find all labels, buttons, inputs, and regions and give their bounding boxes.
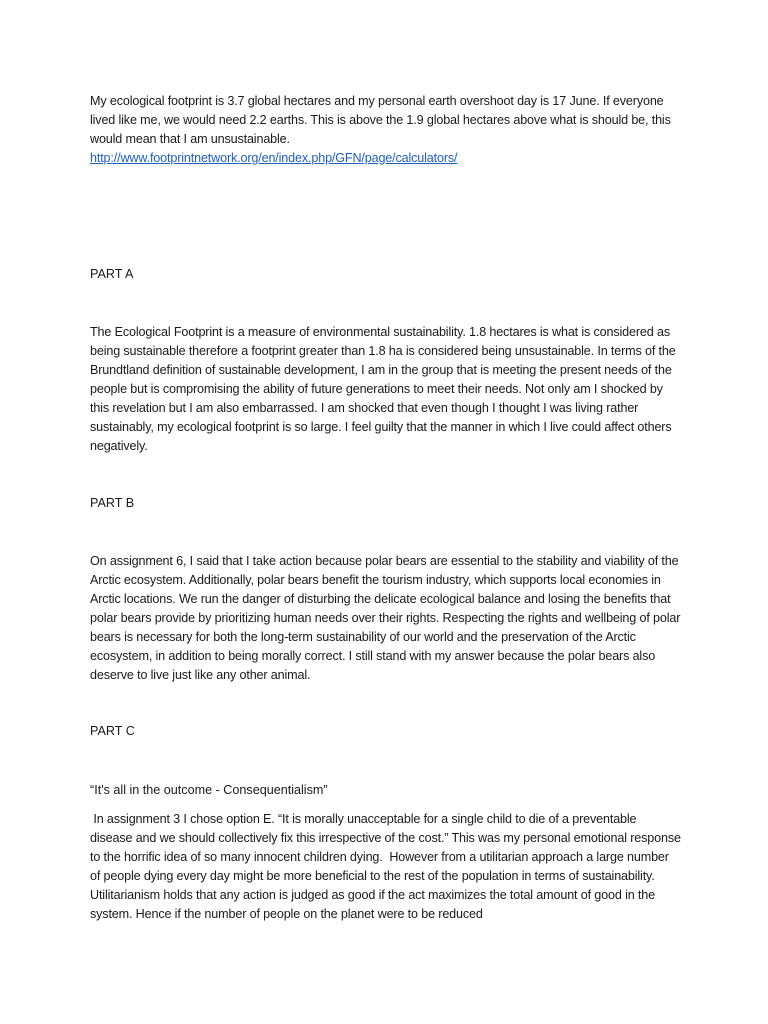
intro-text: My ecological footprint is 3.7 global hectares and my personal earth overshoot day is 17 June. If everyone lived like me, we would need 2.2 earths. This is above the 1.9 global hectares above what is should be, this would mean that I am unsustainable. — [90, 94, 671, 146]
part-a-heading: PART A — [90, 267, 134, 281]
intro-paragraph — [90, 92, 682, 168]
part-c-subtitle: “It's all in the outcome - Consequentialism” — [90, 783, 328, 797]
part-a-paragraph: The Ecological Footprint is a measure of environmental sustainability. 1.8 hectares is what is considered as being sustainable therefore a footprint greater than 1.8 ha is considered being unsustainable. In terms of the Brundtland definition of sustainable development, I am in the group that is meeting the present needs of the people but is compromising the ability of future generations to meet their needs. Not only am I shocked by this revelation but I am also embarrassed. I am shocked that even though I thought I was living rather sustainably, my ecological footprint is so large. I feel guilty that the manner in which I live could affect others negatively. — [90, 325, 676, 453]
part-b-heading: PART B — [90, 496, 135, 510]
part-c-heading: PART C — [90, 724, 135, 738]
part-c-paragraph: In assignment 3 I chose option E. “It is morally unacceptable for a single child to die of a preventable disease and we should collectively fix this irrespective of the cost.” This was my personal emotional response to the horrific idea of so many innocent children dying. However from a utilitarian approach a large number of people dying every day might be more beneficial to the rest of the population in terms of sustainability. Utilitarianism holds that any action is judged as good if the act maximizes the total amount of good in the system. Hence if the number of people on the planet were to be reduced — [90, 812, 685, 921]
part-b-paragraph: On assignment 6, I said that I take action because polar bears are essential to the stability and viability of the Arctic ecosystem. Additionally, polar bears benefit the tourism industry, which supports local economies in Arctic locations. We run the danger of disturbing the delicate ecological balance and losing the benefits that polar bears provide by prioritizing human needs over their rights. Respecting the rights and wellbeing of polar bears is necessary for both the long-term sustainability of our world and the preservation of the Arctic ecosystem, in addition to being morally correct. I still stand with my answer because the polar bears also deserve to live just like any other animal. — [90, 554, 681, 682]
calculator-link[interactable]: http://www.footprintnetwork.org/en/index.php/GFN/page/calculators/ — [90, 151, 458, 165]
